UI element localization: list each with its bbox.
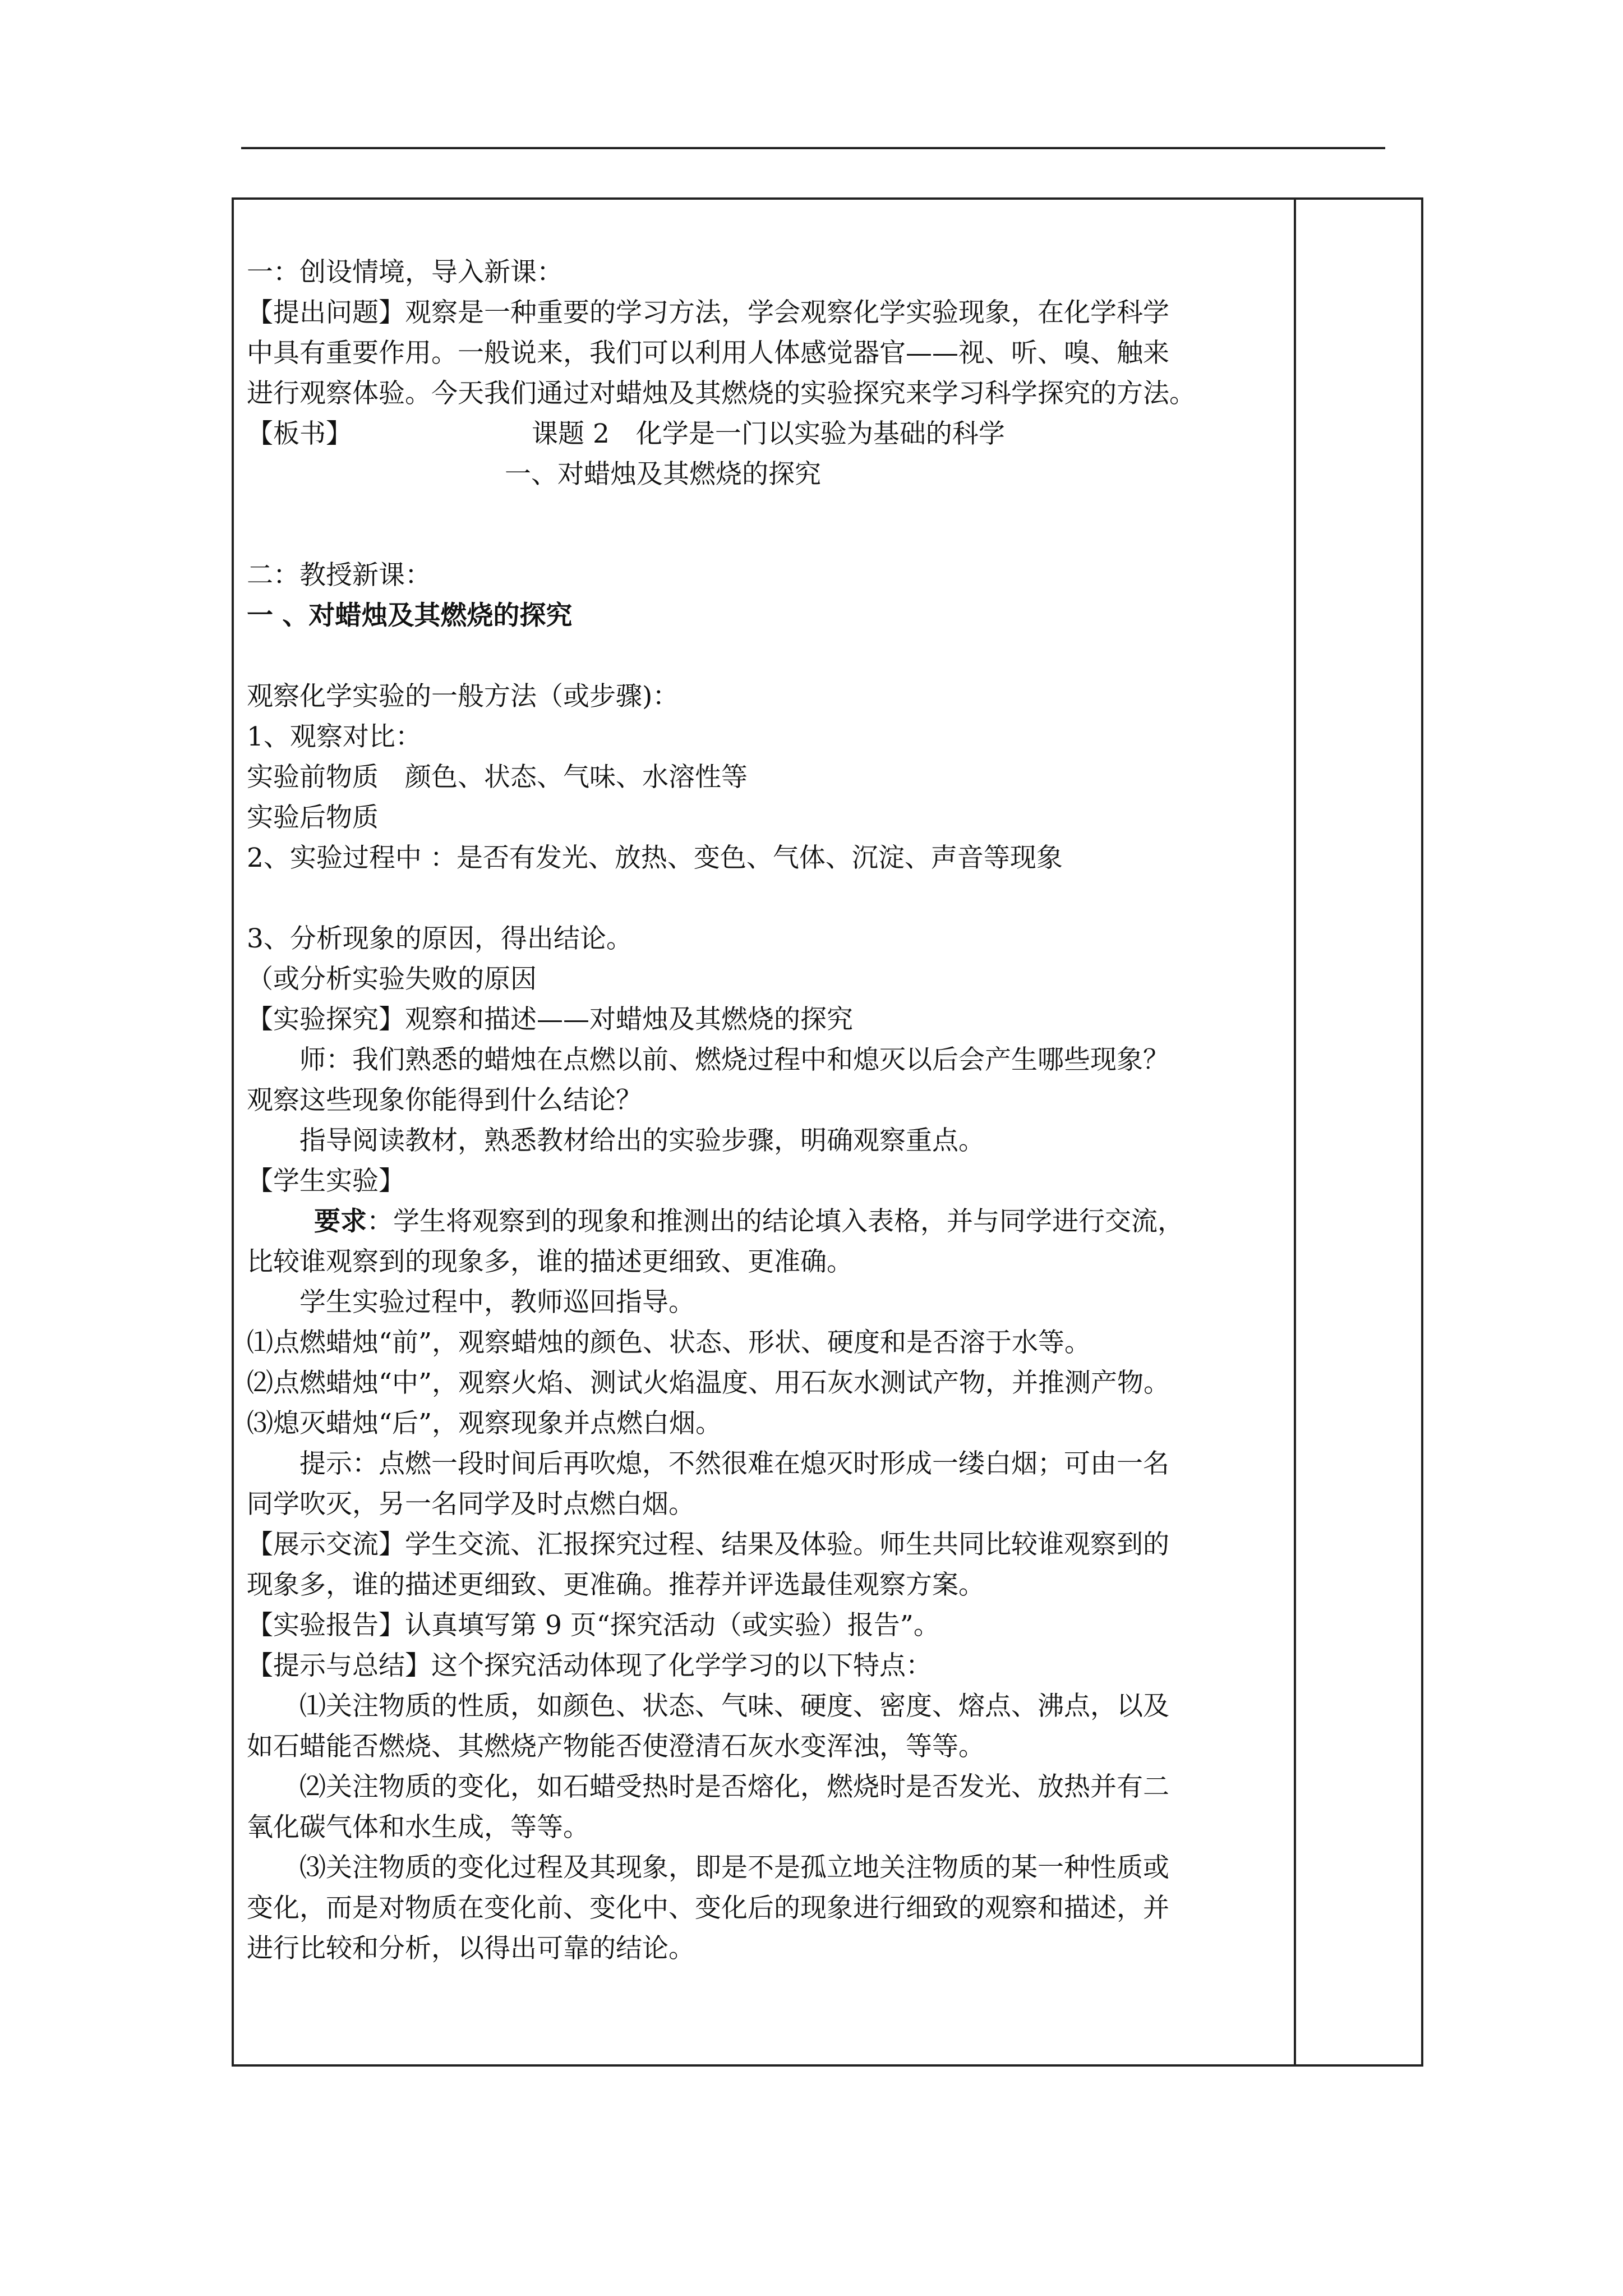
summary-line: 氧化碳气体和水生成，等等。 xyxy=(247,1812,589,1843)
board-title: 课题 2 化学是一门以实验为基础的科学 xyxy=(532,418,1005,449)
share-line: 现象多，谁的描述更细致、更准确。推荐并评选最佳观察方案。 xyxy=(247,1570,985,1600)
report-line: 【实验报告】认真填写第 9 页“探究活动（或实验）报告”。 xyxy=(247,1610,940,1641)
question-line: 【提出问题】观察是一种重要的学习方法，学会观察化学实验现象，在化学科学 xyxy=(247,297,1169,328)
stage-line: ⑴点燃蜡烛“前”，观察蜡烛的颜色、状态、形状、硬度和是否溶于水等。 xyxy=(247,1327,1091,1358)
hint-line: 提示：点燃一段时间后再吹熄，不然很难在熄灭时形成一缕白烟；可由一名 xyxy=(299,1448,1169,1479)
step-1: 1、观察对比： xyxy=(247,721,422,752)
teacher-line: 观察这些现象你能得到什么结论？ xyxy=(247,1085,642,1116)
step-3-note: （或分析实验失败的原因 xyxy=(247,964,537,995)
board-subtitle: 一、对蜡烛及其燃烧的探究 xyxy=(505,459,821,490)
requirement-line xyxy=(247,1202,1284,1242)
step-2: 2、实验过程中 ：是否有发光、放热、变色、气体、沉淀、声音等现象 xyxy=(247,843,1063,873)
requirement-label: 要求 xyxy=(314,1206,367,1237)
lesson-content xyxy=(247,252,1284,1969)
board-label: 【板书】 xyxy=(247,418,352,449)
summary-line: 进行比较和分析，以得出可靠的结论。 xyxy=(247,1933,695,1964)
summary-line: ⑶关注物质的变化过程及其现象，即是不是孤立地关注物质的某一种性质或 xyxy=(299,1852,1169,1883)
method-heading: 观察化学实验的一般方法（或步骤)： xyxy=(247,681,679,712)
table-column-divider xyxy=(1294,197,1296,2067)
stage-line: ⑶熄灭蜡烛“后”，观察现象并点燃白烟。 xyxy=(247,1408,722,1439)
question-line: 进行观察体验。今天我们通过对蜡烛及其燃烧的实验探究来学习科学探究的方法。 xyxy=(247,378,1196,409)
patrol-line: 学生实验过程中，教师巡回指导。 xyxy=(299,1287,695,1318)
summary-line: ⑴关注物质的性质，如颜色、状态、气味、硬度、密度、熔点、沸点，以及 xyxy=(299,1691,1169,1722)
board-line xyxy=(247,414,1284,454)
intro-heading: 一：创设情境，导入新课： xyxy=(247,257,563,288)
guide-line: 指导阅读教材，熟悉教材给出的实验步骤，明确观察重点。 xyxy=(299,1125,985,1156)
step-3: 3、分析现象的原因，得出结论。 xyxy=(247,923,633,954)
step-1-before: 实验前物质 颜色、状态、气味、水溶性等 xyxy=(247,762,748,793)
requirement-text: ：学生将观察到的现象和推测出的结论填入表格，并与同学进行交流， xyxy=(367,1206,1184,1237)
summary-heading: 【提示与总结】这个探究活动体现了化学学习的以下特点： xyxy=(247,1650,932,1681)
requirement-line-2: 比较谁观察到的现象多，谁的描述更细致、更准确。 xyxy=(247,1246,853,1277)
question-line: 中具有重要作用。一般说来，我们可以利用人体感觉器官——视、听、嗅、触来 xyxy=(247,338,1169,369)
stage-line: ⑵点燃蜡烛“中”，观察火焰、测试火焰温度、用石灰水测试产物，并推测产物。 xyxy=(247,1368,1170,1398)
explore-heading: 【实验探究】观察和描述——对蜡烛及其燃烧的探究 xyxy=(247,1004,853,1035)
hint-line: 同学吹灭，另一名同学及时点燃白烟。 xyxy=(247,1489,695,1520)
section-heading: 一 、对蜡烛及其燃烧的探究 xyxy=(247,600,573,631)
summary-line: ⑵关注物质的变化，如石蜡受热时是否熔化，燃烧时是否发光、放热并有二 xyxy=(299,1772,1169,1802)
summary-line: 变化，而是对物质在变化前、变化中、变化后的现象进行细致的观察和描述，并 xyxy=(247,1893,1169,1924)
summary-line: 如石蜡能否燃烧、其燃烧产物能否使澄清石灰水变浑浊，等等。 xyxy=(247,1731,985,1762)
student-exp-heading: 【学生实验】 xyxy=(247,1166,405,1197)
teacher-line: 师：我们熟悉的蜡烛在点燃以前、燃烧过程中和熄灭以后会产生哪些现象？ xyxy=(299,1045,1169,1075)
step-1-after: 实验后物质 xyxy=(247,802,379,833)
share-line: 【展示交流】学生交流、汇报探究过程、结果及体验。师生共同比较谁观察到的 xyxy=(247,1529,1169,1560)
header-rule xyxy=(241,147,1385,149)
new-lesson-heading: 二：教授新课： xyxy=(247,560,431,591)
